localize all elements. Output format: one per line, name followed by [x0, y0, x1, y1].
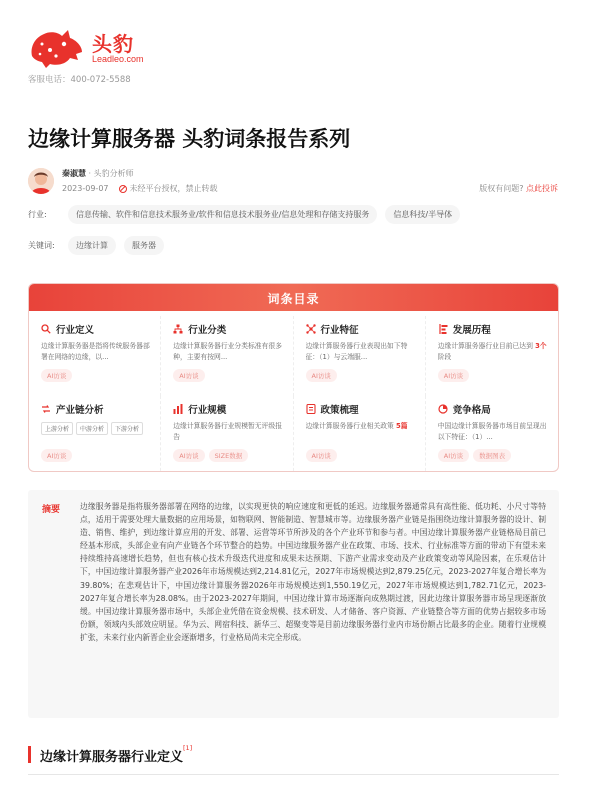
toc-item-desc [41, 341, 152, 363]
toc-item[interactable] [161, 316, 293, 396]
page-title: 边缘计算服务器 头豹词条报告系列 [28, 127, 351, 151]
toc-badge[interactable]: AI访谈 [306, 449, 337, 462]
toc-panel [28, 283, 559, 472]
section-title-text: 边缘计算服务器行业定义 [40, 750, 184, 765]
toc-item-title [306, 322, 417, 336]
magnifier-icon [41, 324, 51, 334]
toc-badges [173, 449, 284, 462]
question-text: 版权有问题? [479, 184, 524, 193]
toc-desc-text: 边缘计算服务器是指将传统服务器部署在网络的边缘，以... [41, 342, 150, 361]
toc-badges [438, 449, 550, 462]
author-name[interactable]: 秦淑慧 [62, 169, 86, 178]
abstract-box [28, 490, 559, 718]
timeline-icon [438, 324, 448, 334]
toc-badge[interactable]: AI访谈 [173, 449, 204, 462]
toc-item-title [438, 402, 550, 416]
toc-item[interactable] [29, 316, 161, 396]
toc-badges [306, 369, 417, 382]
complaint-link[interactable]: 点此投诉 [526, 184, 558, 193]
pie-icon [438, 404, 448, 414]
toc-item-label: 行业规模 [188, 405, 227, 416]
toc-desc-text: 边缘计算服务器行业表现出如下特征：（1）与云端服... [305, 342, 408, 361]
industry-tag[interactable]: 信息科技/半导体 [385, 205, 460, 224]
toc-item-title [41, 402, 152, 416]
toc-item-label: 行业定义 [56, 325, 95, 336]
toc-item-title [438, 322, 550, 336]
toc-badges [173, 369, 284, 382]
toc-item[interactable] [161, 396, 293, 472]
industry-label: 行业: [28, 210, 47, 219]
section-title [40, 746, 192, 765]
bar-chart-icon [173, 404, 183, 414]
abstract-text: 边缘服务器是指将服务器部署在网络的边缘，以实现更快的响应速度和更低的延迟。边缘服务器通常具有高性能、低功耗、小尺寸等特点，适用于需要处理大量数据的应用场景，如物联网、智能制造、智慧城市等。边缘服务器产业链是指围绕边缘计算服务器的设计、制造、销售、维护，到边缘计算应用的开发、部署、运营等环节所涉及的各个产业环节和参与者。中国边缘计算服务器产业链格局目前已经基本形成，头部企业有向产业链各个环节整合的趋势。中国边缘服务器产业在政策、市场、技术、行业标准等方面的带动下有望未来持续维持高速增长趋势，但也有核心技术升级迭代进度和成果未达预期、下游产业需求变动及产业政策变动等风险因素，在乐观估计下，中国边缘计算服务器产业2026年市场规模达到2,214.81亿元，2027年市场规模达到2,879.25亿元，2023-2027年复合增长率为39.80%；在悲观估计下，中国边缘计算服务器2026年市场规模达到1,550.19亿元，2027年市场规模达到1,782.71亿元，2023-2027年复合增长率为28.08%。由于2023-2027年期间，中国边缘计算市场逐渐向成熟期过渡，因此边缘计算服务器市场呈现逐渐放缓。中国边缘计算服务器市场中，头部企业凭借在资金规模、技术研发、人才储备、客户资源、产业链整合等方面的优势占据较多市场份额，领域内头部效应明显。华为云、网宿科技、新华三、超聚变等是目前边缘服务器行业内市场份额占比最多的企业。随着行业规模扩张，未来行业内新晋企业会逐渐增多，行业格局尚未完全形成。 [80, 502, 546, 642]
toc-badge[interactable]: AI访谈 [438, 449, 469, 462]
toc-item-label: 行业特征 [320, 325, 359, 336]
leopard-icon [28, 26, 86, 68]
keyword-row [28, 236, 172, 255]
toc-title: 词条目录 [267, 292, 320, 306]
section-marker [28, 746, 31, 763]
avatar[interactable] [28, 168, 54, 194]
author-role: · 头豹分析师 [88, 169, 134, 178]
toc-item[interactable] [426, 396, 558, 472]
toc-subtag[interactable]: 中游分析 [76, 422, 108, 435]
keyword-label: 关键词: [28, 241, 55, 250]
keyword-tag[interactable]: 边缘计算 [68, 236, 116, 255]
toc-badges [41, 369, 152, 382]
document-icon [306, 404, 316, 414]
toc-item-label: 竞争格局 [452, 405, 491, 416]
toc-item-label: 政策梳理 [320, 405, 359, 416]
copyright-question [479, 183, 558, 194]
toc-badges [306, 449, 417, 462]
hierarchy-icon [173, 324, 183, 334]
toc-desc-highlight: 3个 [535, 342, 547, 350]
toc-item-desc [173, 421, 284, 443]
no-reprint-icon [119, 185, 127, 193]
toc-desc-text: 边缘计算服务器行业规模暂无评级报告 [173, 422, 282, 441]
toc-item-title [173, 322, 284, 336]
toc-item-desc [306, 341, 417, 363]
toc-badges [41, 449, 152, 462]
author-line [62, 168, 134, 179]
toc-item-label: 行业分类 [188, 325, 227, 336]
toc-badge[interactable]: AI访谈 [41, 369, 72, 382]
toc-item-title [306, 402, 417, 416]
toc-badge[interactable]: AI访谈 [173, 369, 204, 382]
toc-desc-text: 边缘计算服务器行业目前已达到 [437, 342, 536, 350]
toc-desc-text: 边缘计算服务器行业分类标准有很多种，主要有按网... [173, 342, 282, 361]
toc-badges [438, 369, 550, 382]
toc-item-desc [306, 421, 417, 443]
toc-badge[interactable]: SIZE数据 [209, 449, 249, 462]
industry-row [28, 205, 468, 224]
toc-item[interactable] [29, 396, 161, 472]
network-icon [306, 324, 316, 334]
toc-badge[interactable]: AI访谈 [41, 449, 72, 462]
brand-url: Leadleo.com [92, 54, 144, 64]
toc-desc-text: 中国边缘计算服务器市场目前呈现出以下特征：（1）... [437, 422, 547, 441]
keyword-tag[interactable]: 服务器 [124, 236, 164, 255]
toc-item-desc [438, 421, 550, 443]
abstract-label: 摘要 [42, 505, 61, 515]
toc-item-title [173, 402, 284, 416]
toc-grid [29, 311, 558, 472]
toc-item-label: 发展历程 [452, 325, 491, 336]
toc-item[interactable] [426, 316, 558, 396]
toc-desc-text: 边缘计算服务器行业相关政策 [305, 422, 397, 430]
toc-subtag[interactable]: 上游分析 [41, 422, 73, 435]
toc-item[interactable] [294, 316, 426, 396]
toc-item[interactable] [294, 396, 426, 472]
toc-desc-text: 阶段 [437, 352, 452, 361]
toc-badge[interactable]: AI访谈 [306, 369, 337, 382]
toc-item-desc [438, 341, 550, 363]
toc-item-desc [173, 341, 284, 363]
toc-subtags [41, 422, 152, 435]
publish-date: 2023-09-07 [62, 184, 109, 193]
brand-logo[interactable] [28, 26, 158, 68]
toc-badge[interactable]: 数据图表 [473, 449, 511, 462]
toc-item-title [41, 322, 152, 336]
section-divider [28, 774, 559, 775]
toc-header [29, 284, 558, 311]
chain-icon [41, 404, 51, 414]
toc-desc-highlight: 5篇 [396, 422, 408, 430]
reference-link[interactable]: [1] [183, 744, 193, 752]
meta-line [62, 183, 218, 194]
industry-tag[interactable]: 信息传输、软件和信息技术服务业/软件和信息技术服务业/信息处理和存储支持服务 [68, 205, 377, 224]
toc-badge[interactable]: AI访谈 [438, 369, 469, 382]
service-hotline: 客服电话：400-072-5588 [28, 75, 131, 85]
avatar-icon [28, 168, 54, 194]
toc-subtag[interactable]: 下游分析 [111, 422, 143, 435]
license-notice: 未经平台授权，禁止转载 [129, 184, 218, 193]
brand-name: 头豹 [92, 32, 134, 56]
toc-item-label: 产业链分析 [56, 405, 104, 416]
